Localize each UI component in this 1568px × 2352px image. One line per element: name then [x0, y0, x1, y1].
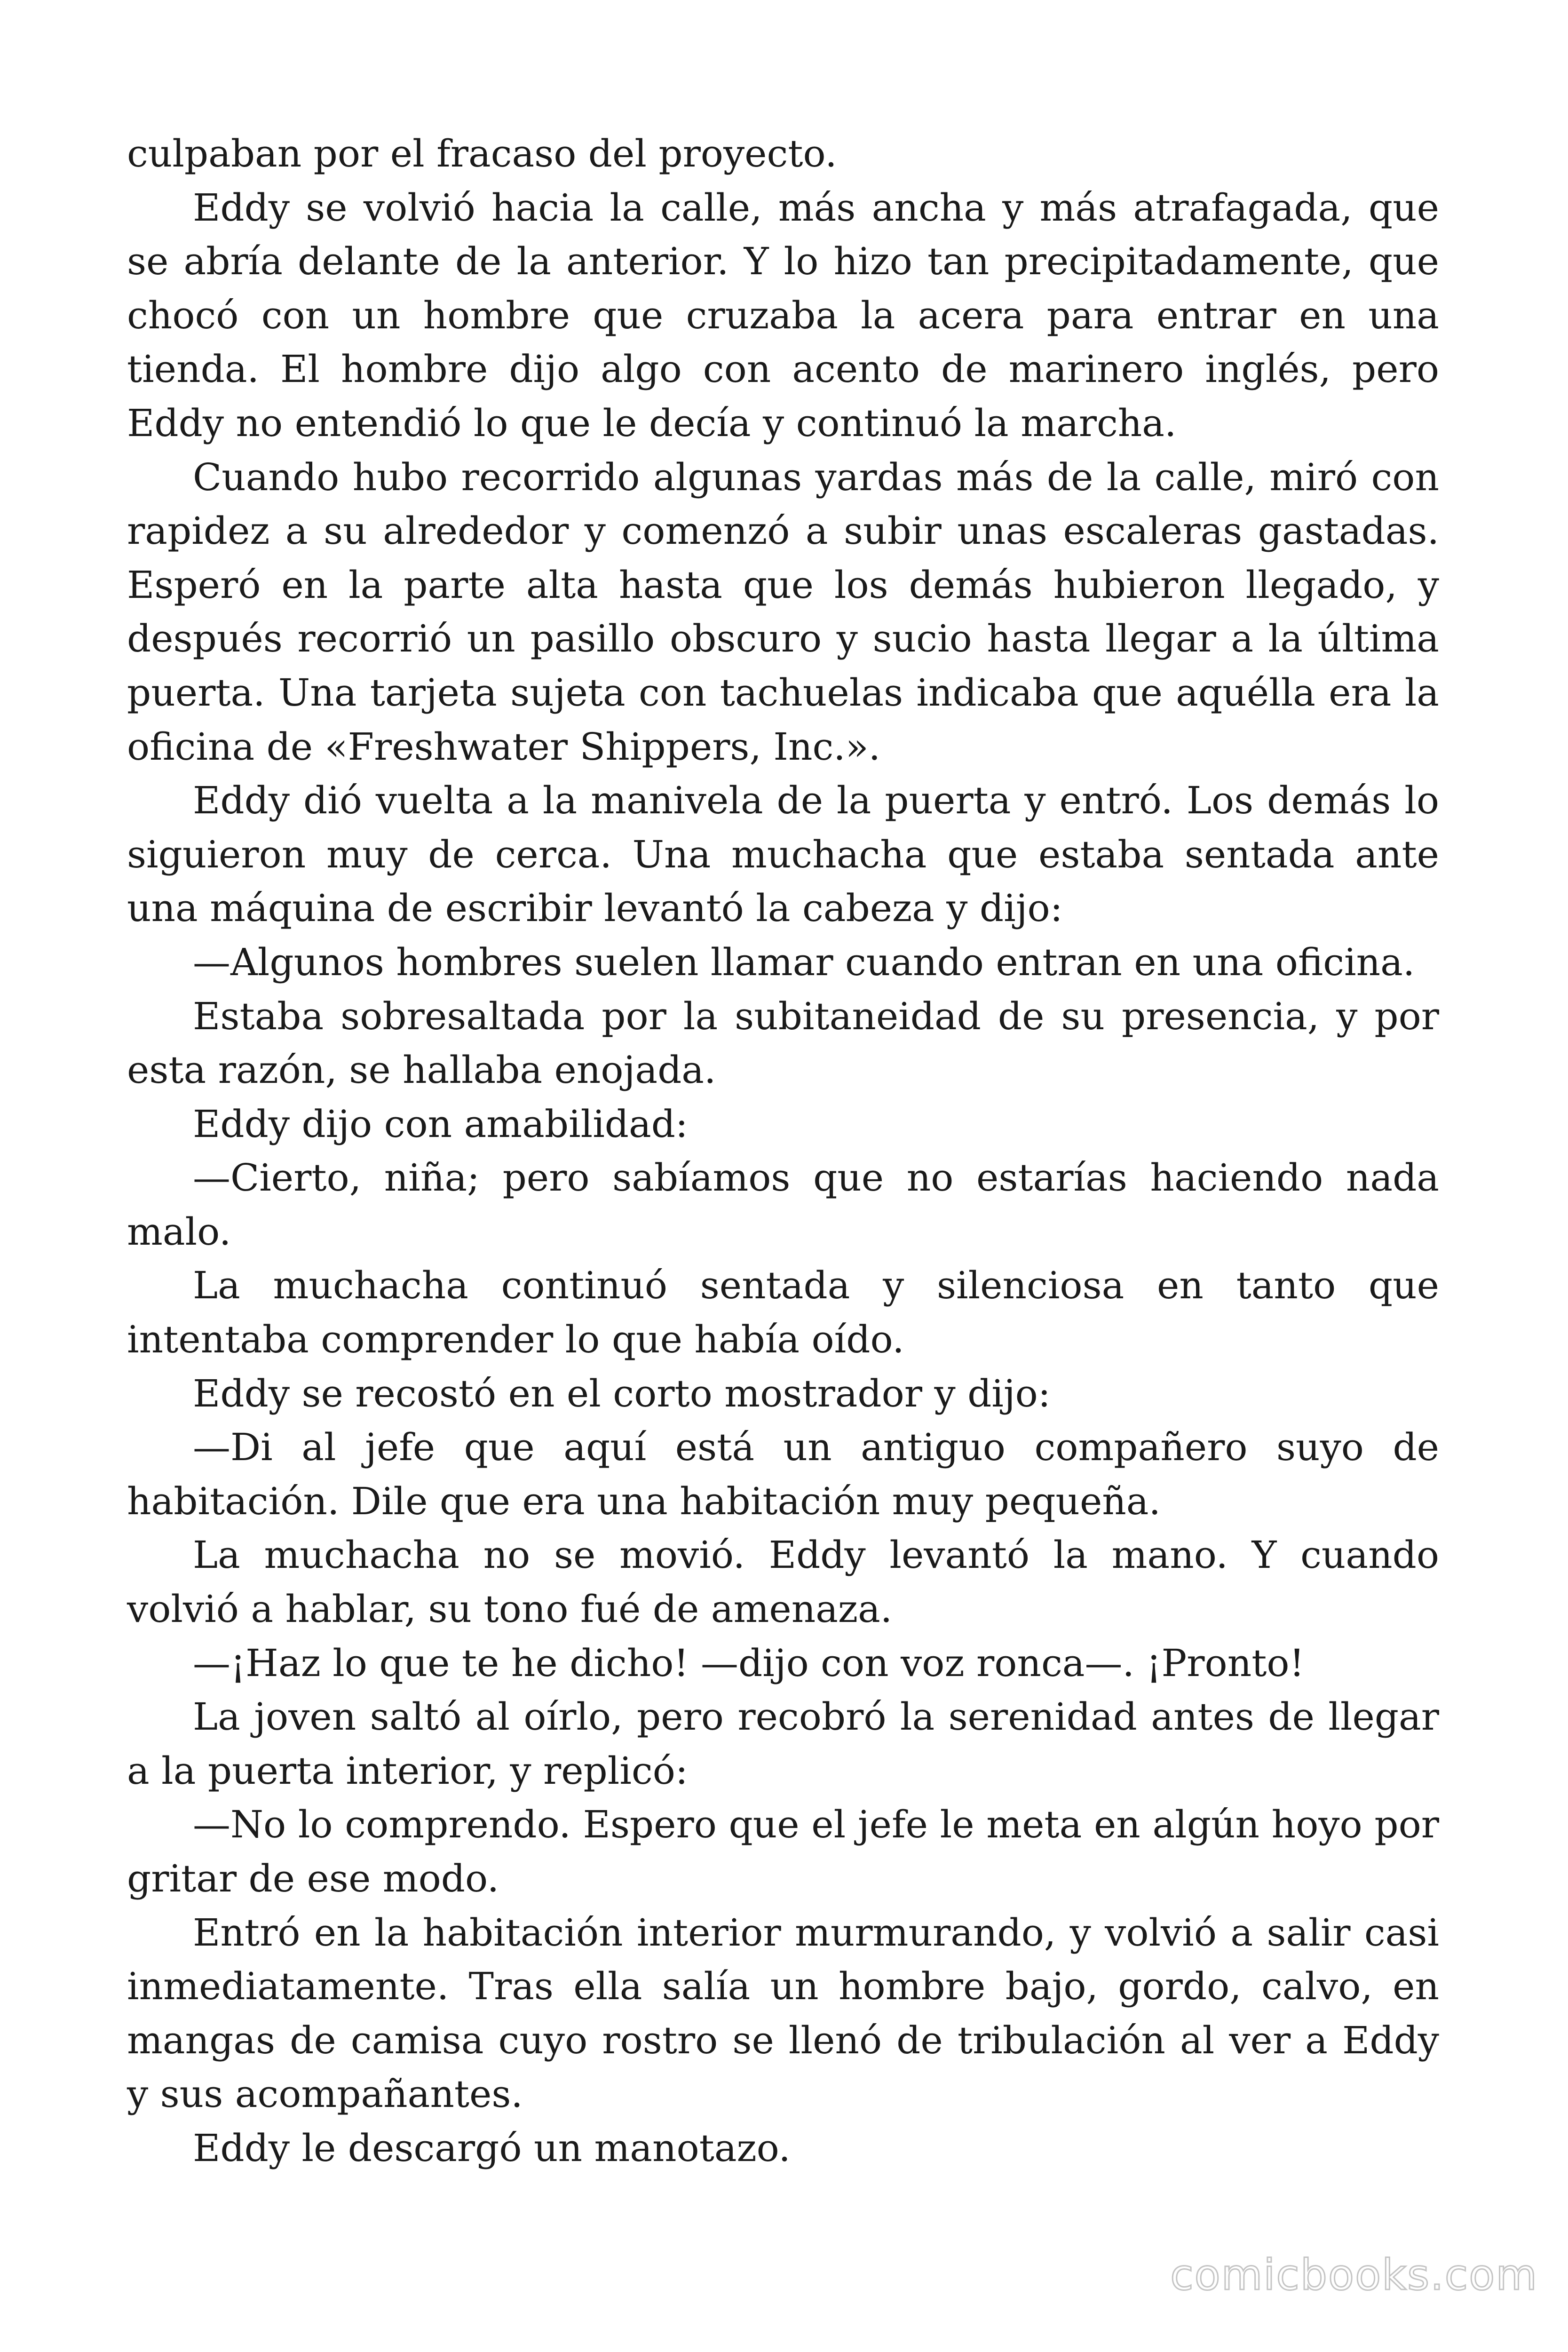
- paragraph: —Algunos hombres suelen llamar cuando entran en una oficina.: [193, 940, 1415, 984]
- paragraph: —¡Haz lo que te he dicho! —dijo con voz ronca—. ¡Pronto!: [193, 1641, 1305, 1685]
- paragraph: La muchacha continuó sentada y silenciosa en tanto que intentaba comprender lo que había oído.: [127, 1263, 1439, 1362]
- paragraph: —Di al jefe que aquí está un antiguo compañero suyo de habitación. Dile que era una habitación muy pequeña.: [127, 1425, 1439, 1523]
- paragraph: Eddy dijo con amabilidad:: [193, 1102, 688, 1146]
- watermark-logo: comicbooks.com: [1170, 2250, 1538, 2300]
- body-text: [127, 127, 1439, 2176]
- paragraph: Estaba sobresaltada por la subitaneidad de su presencia, y por esta razón, se hallaba enojada.: [127, 994, 1439, 1092]
- paragraph: La muchacha no se movió. Eddy levantó la mano. Y cuando volvió a hablar, su tono fué de amenaza.: [127, 1533, 1439, 1631]
- paragraph: Entró en la habitación interior murmurando, y volvió a salir casi inmediatamente. Tras ella salía un hombre bajo, gordo, calvo, en mangas de camisa cuyo rostro se llenó de tribulación al ver a Eddy y sus acompañantes.: [127, 1910, 1439, 2116]
- paragraph: La joven saltó al oírlo, pero recobró la serenidad antes de llegar a la puerta interior, y replicó:: [127, 1695, 1439, 1793]
- paragraph: Eddy dió vuelta a la manivela de la puerta y entró. Los demás lo siguieron muy de cerca. Una muchacha que estaba sentada ante una máquina de escribir levantó la cabeza y dijo:: [127, 779, 1439, 930]
- paragraph: Cuando hubo recorrido algunas yardas más de la calle, miró con rapidez a su alrededor y comenzó a subir unas escaleras gastadas. Esperó en la parte alta hasta que los demás hubieron llegado, y después recorrió un pasillo obscuro y sucio hasta llegar a la última puerta. Una tarjeta sujeta con tachuelas indicaba que aquélla era la oficina de «Freshwater Shippers, Inc.».: [127, 455, 1439, 769]
- paragraph: Eddy le descargó un manotazo.: [193, 2126, 791, 2170]
- paragraph: Eddy se volvió hacia la calle, más ancha y más atrafagada, que se abría delante de la anterior. Y lo hizo tan precipitadamente, que chocó con un hombre que cruzaba la acera para entrar en una tienda. El hombre dijo algo con acento de marinero inglés, pero Eddy no entendió lo que le decía y continuó la marcha.: [127, 185, 1439, 445]
- paragraph: —Cierto, niña; pero sabíamos que no estarías haciendo nada malo.: [127, 1156, 1439, 1254]
- paragraph: culpaban por el fracaso del proyecto.: [127, 132, 837, 175]
- paragraph: Eddy se recostó en el corto mostrador y dijo:: [193, 1371, 1051, 1415]
- paragraph: —No lo comprendo. Espero que el jefe le meta en algún hoyo por gritar de ese modo.: [127, 1803, 1439, 1900]
